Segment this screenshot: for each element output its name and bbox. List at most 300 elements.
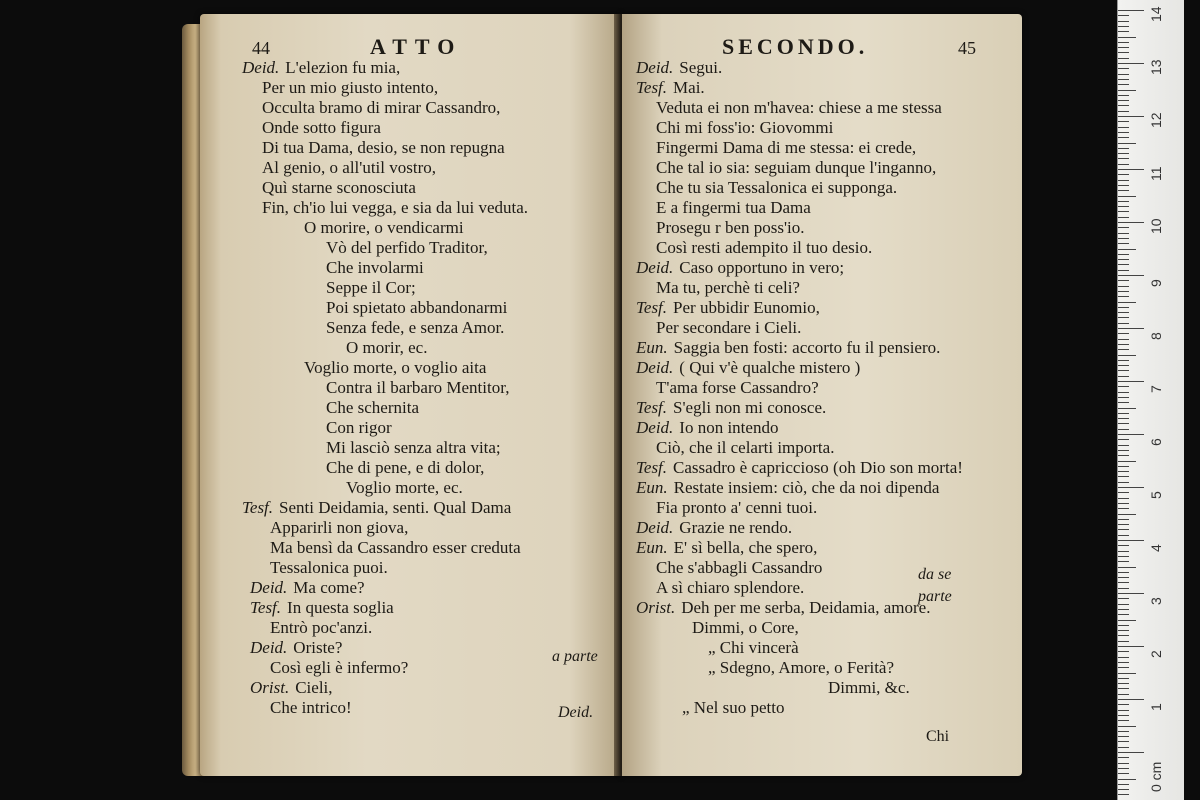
ruler-tick bbox=[1118, 185, 1129, 186]
ruler-number: 10 bbox=[1148, 218, 1164, 234]
right-catchword: Chi bbox=[926, 728, 950, 745]
ruler-tick bbox=[1118, 270, 1129, 271]
verse-text: Ma come? bbox=[293, 578, 365, 597]
verse-text: „ Chi vincerà bbox=[708, 638, 799, 657]
verse-text: Veduta ei non m'havea: chiese a me stessa bbox=[656, 98, 942, 117]
verse-line bbox=[636, 238, 963, 258]
verse-line bbox=[242, 218, 528, 238]
verse-text: Fin, ch'io lui vegga, e sia da lui veduta. bbox=[262, 198, 529, 217]
ruler-tick bbox=[1118, 127, 1129, 128]
ruler-tick bbox=[1118, 726, 1136, 727]
ruler-tick bbox=[1118, 577, 1129, 578]
ruler-tick bbox=[1118, 535, 1129, 536]
verse-line bbox=[636, 178, 963, 198]
ruler-tick bbox=[1118, 84, 1129, 85]
verse-text: Voglio morte, ec. bbox=[346, 478, 463, 497]
verse-text: O morir, ec. bbox=[346, 338, 428, 357]
ruler-tick bbox=[1118, 620, 1136, 621]
verse-text: Entrò poc'anzi. bbox=[270, 618, 373, 637]
verse-line bbox=[242, 398, 528, 418]
ruler-tick bbox=[1118, 10, 1144, 11]
ruler-tick bbox=[1118, 376, 1129, 377]
ruler-tick bbox=[1118, 211, 1129, 212]
speaker-label: Deid. bbox=[636, 258, 674, 277]
verse-text: Tessalonica puoi. bbox=[270, 558, 388, 577]
ruler-tick bbox=[1118, 551, 1129, 552]
verse-text: Cassadro è capriccioso (oh Dio son morta! bbox=[673, 458, 963, 477]
ruler-number: 0 cm bbox=[1148, 761, 1164, 792]
ruler-tick bbox=[1118, 667, 1129, 668]
ruler-tick bbox=[1118, 461, 1136, 462]
ruler-tick bbox=[1118, 773, 1129, 774]
verse-line bbox=[242, 438, 528, 458]
verse-line bbox=[242, 598, 528, 618]
verse-text: „ Nel suo petto bbox=[682, 698, 785, 717]
ruler-number: 9 bbox=[1148, 279, 1164, 287]
ruler-number: 6 bbox=[1148, 438, 1164, 446]
verse-line bbox=[636, 658, 963, 678]
ruler-tick bbox=[1118, 609, 1129, 610]
verse-line bbox=[242, 238, 528, 258]
verse-line bbox=[242, 618, 528, 638]
verse-line bbox=[636, 438, 963, 458]
verse-line bbox=[636, 118, 963, 138]
ruler-tick bbox=[1118, 180, 1129, 181]
verse-line bbox=[242, 98, 528, 118]
left-stage-note: a parte bbox=[552, 648, 598, 665]
verse-text: S'egli non mi conosce. bbox=[673, 398, 827, 417]
ruler-tick bbox=[1118, 243, 1129, 244]
ruler-tick bbox=[1118, 593, 1144, 594]
ruler-tick bbox=[1118, 529, 1129, 530]
ruler-tick bbox=[1118, 604, 1129, 605]
ruler-tick bbox=[1118, 694, 1129, 695]
verse-line bbox=[636, 78, 963, 98]
verse-text: Occulta bramo di mirar Cassandro, bbox=[262, 98, 501, 117]
ruler-tick bbox=[1118, 635, 1129, 636]
ruler-tick bbox=[1118, 657, 1129, 658]
ruler-tick bbox=[1118, 768, 1129, 769]
verse-line bbox=[242, 298, 528, 318]
ruler-tick bbox=[1118, 275, 1144, 276]
verse-line bbox=[242, 498, 528, 518]
verse-line bbox=[242, 118, 528, 138]
ruler-tick bbox=[1118, 52, 1129, 53]
ruler-number: 12 bbox=[1148, 112, 1164, 128]
ruler-tick bbox=[1118, 121, 1129, 122]
ruler-tick bbox=[1118, 79, 1129, 80]
verse-text: E a fingermi tua Dama bbox=[656, 198, 811, 217]
ruler-tick bbox=[1118, 471, 1129, 472]
ruler-tick bbox=[1118, 408, 1136, 409]
ruler-tick bbox=[1118, 567, 1136, 568]
verse-line bbox=[242, 198, 528, 218]
verse-text: „ Sdegno, Amore, o Ferità? bbox=[708, 658, 895, 677]
verse-line bbox=[636, 58, 963, 78]
verse-text: Ma tu, perchè ti celi? bbox=[656, 278, 800, 297]
ruler-tick bbox=[1118, 625, 1129, 626]
verse-text: Per secondare i Cieli. bbox=[656, 318, 802, 337]
ruler-tick bbox=[1118, 598, 1129, 599]
ruler-tick bbox=[1118, 704, 1129, 705]
verse-text: Oriste? bbox=[293, 638, 343, 657]
ruler-tick bbox=[1118, 455, 1129, 456]
verse-line bbox=[242, 538, 528, 558]
ruler-tick bbox=[1118, 222, 1144, 223]
ruler-number: 2 bbox=[1148, 650, 1164, 658]
verse-line bbox=[636, 638, 963, 658]
verse-line bbox=[636, 298, 963, 318]
speaker-label: Deid. bbox=[250, 578, 288, 597]
ruler-tick bbox=[1118, 429, 1129, 430]
verse-line bbox=[242, 78, 528, 98]
verse-text: Che s'abbagli Cassandro bbox=[656, 558, 823, 577]
ruler-tick bbox=[1118, 68, 1129, 69]
ruler-tick bbox=[1118, 392, 1129, 393]
ruler-tick bbox=[1118, 169, 1144, 170]
speaker-label: Eun. bbox=[636, 538, 668, 557]
right-stage-note-2: parte bbox=[918, 588, 952, 605]
ruler-tick bbox=[1118, 720, 1129, 721]
verse-text: Così egli è infermo? bbox=[270, 658, 409, 677]
speaker-label: Tesf. bbox=[636, 458, 668, 477]
ruler-number: 4 bbox=[1148, 544, 1164, 552]
ruler-tick bbox=[1118, 572, 1129, 573]
right-running-head: SECONDO. bbox=[722, 34, 869, 59]
verse-line bbox=[636, 398, 963, 418]
ruler-tick bbox=[1118, 111, 1129, 112]
ruler-tick bbox=[1118, 678, 1129, 679]
ruler-tick bbox=[1118, 74, 1129, 75]
verse-line bbox=[636, 258, 963, 278]
ruler-tick bbox=[1118, 355, 1136, 356]
speaker-label: Deid. bbox=[636, 58, 674, 77]
ruler-tick bbox=[1118, 439, 1129, 440]
right-stage-note-1: da se bbox=[918, 566, 952, 583]
right-page bbox=[622, 14, 1022, 776]
ruler-tick bbox=[1118, 90, 1136, 91]
speaker-label: Tesf. bbox=[636, 298, 668, 317]
ruler-tick bbox=[1118, 736, 1129, 737]
left-text-block bbox=[242, 58, 528, 718]
ruler-tick bbox=[1118, 545, 1129, 546]
ruler-tick bbox=[1118, 95, 1129, 96]
verse-line bbox=[636, 458, 963, 478]
ruler-tick bbox=[1118, 227, 1129, 228]
speaker-label: Tesf. bbox=[636, 78, 668, 97]
ruler-tick bbox=[1118, 280, 1129, 281]
ruler-tick bbox=[1118, 784, 1129, 785]
speaker-label: Orist. bbox=[250, 678, 290, 697]
ruler-tick bbox=[1118, 402, 1129, 403]
speaker-label: Deid. bbox=[636, 518, 674, 537]
verse-text: ( Qui v'è qualche mistero ) bbox=[679, 358, 861, 377]
verse-line bbox=[636, 698, 963, 718]
ruler-number: 1 bbox=[1148, 703, 1164, 711]
ruler-tick bbox=[1118, 201, 1129, 202]
ruler-tick bbox=[1118, 741, 1129, 742]
verse-line bbox=[636, 158, 963, 178]
ruler-tick bbox=[1118, 683, 1129, 684]
verse-text: Fingermi Dama di me stessa: ei crede, bbox=[656, 138, 917, 157]
right-page-number: 45 bbox=[958, 38, 976, 58]
ruler-tick bbox=[1118, 789, 1129, 790]
left-page-number: 44 bbox=[252, 38, 270, 58]
ruler-tick bbox=[1118, 148, 1129, 149]
verse-line bbox=[636, 598, 963, 618]
ruler-tick bbox=[1118, 651, 1129, 652]
ruler-tick bbox=[1118, 434, 1144, 435]
speaker-label: Eun. bbox=[636, 478, 668, 497]
verse-text: Con rigor bbox=[326, 418, 392, 437]
ruler-tick bbox=[1118, 508, 1129, 509]
verse-line bbox=[636, 358, 963, 378]
verse-text: Segui. bbox=[679, 58, 723, 77]
ruler-tick bbox=[1118, 158, 1129, 159]
ruler-number: 5 bbox=[1148, 491, 1164, 499]
ruler-tick bbox=[1118, 445, 1129, 446]
ruler-tick bbox=[1118, 132, 1129, 133]
ruler-tick bbox=[1118, 418, 1129, 419]
verse-text: Così resti adempito il tuo desio. bbox=[656, 238, 873, 257]
ruler-tick bbox=[1118, 397, 1129, 398]
ruler-tick bbox=[1118, 302, 1136, 303]
ruler-tick bbox=[1118, 63, 1144, 64]
speaker-label: Tesf. bbox=[250, 598, 282, 617]
verse-text: Onde sotto figura bbox=[262, 118, 381, 137]
speaker-label: Tesf. bbox=[242, 498, 274, 517]
right-text-block bbox=[636, 58, 963, 718]
verse-line bbox=[636, 318, 963, 338]
verse-text: Caso opportuno in vero; bbox=[679, 258, 845, 277]
verse-line bbox=[242, 558, 528, 578]
verse-line bbox=[242, 58, 528, 78]
verse-line bbox=[242, 258, 528, 278]
verse-text: Di tua Dama, desio, se non repugna bbox=[262, 138, 505, 157]
ruler-tick bbox=[1118, 206, 1129, 207]
verse-line bbox=[636, 498, 963, 518]
verse-line bbox=[242, 578, 528, 598]
speaker-label: Orist. bbox=[636, 598, 676, 617]
ruler-tick bbox=[1118, 317, 1129, 318]
verse-line bbox=[636, 578, 963, 598]
ruler-tick bbox=[1118, 296, 1129, 297]
ruler-tick bbox=[1118, 519, 1129, 520]
ruler-tick bbox=[1118, 386, 1129, 387]
verse-text: Che tu sia Tessalonica ei supponga. bbox=[656, 178, 898, 197]
ruler-tick bbox=[1118, 328, 1144, 329]
ruler-tick bbox=[1118, 190, 1129, 191]
verse-text: Ma bensì da Cassandro esser creduta bbox=[270, 538, 521, 557]
verse-text: Prosegu r ben poss'io. bbox=[656, 218, 805, 237]
ruler-tick bbox=[1118, 143, 1136, 144]
ruler-number: 7 bbox=[1148, 385, 1164, 393]
verse-text: Senza fede, e senza Amor. bbox=[326, 318, 505, 337]
verse-text: Ciò, che il celarti importa. bbox=[656, 438, 835, 457]
ruler-number: 13 bbox=[1148, 59, 1164, 75]
verse-line bbox=[636, 98, 963, 118]
ruler-tick bbox=[1118, 646, 1144, 647]
ruler-tick bbox=[1118, 779, 1136, 780]
speaker-label: Tesf. bbox=[636, 398, 668, 417]
ruler-tick bbox=[1118, 47, 1129, 48]
verse-line bbox=[242, 318, 528, 338]
ruler-tick bbox=[1118, 323, 1129, 324]
left-page bbox=[200, 14, 620, 776]
verse-line bbox=[242, 458, 528, 478]
verse-text: Per un mio giusto intento, bbox=[262, 78, 439, 97]
ruler-tick bbox=[1118, 752, 1144, 753]
ruler-tick bbox=[1118, 116, 1144, 117]
ruler-tick bbox=[1118, 688, 1129, 689]
ruler-tick bbox=[1118, 196, 1136, 197]
ruler-tick bbox=[1118, 423, 1129, 424]
verse-text: Saggia ben fosti: accorto fu il pensiero. bbox=[673, 338, 941, 357]
verse-line bbox=[636, 558, 963, 578]
ruler-tick bbox=[1118, 344, 1129, 345]
verse-line bbox=[636, 678, 963, 698]
verse-line bbox=[242, 358, 528, 378]
open-book bbox=[182, 14, 1032, 786]
ruler-tick bbox=[1118, 641, 1129, 642]
verse-text: Mi lasciò senza altra vita; bbox=[326, 438, 501, 457]
ruler-tick bbox=[1118, 286, 1129, 287]
ruler-tick bbox=[1118, 794, 1129, 795]
ruler-tick bbox=[1118, 21, 1129, 22]
ruler-tick bbox=[1118, 100, 1129, 101]
ruler-tick bbox=[1118, 503, 1129, 504]
speaker-label: Deid. bbox=[636, 358, 674, 377]
verse-line bbox=[242, 638, 528, 658]
ruler-tick bbox=[1118, 370, 1129, 371]
verse-line bbox=[636, 338, 963, 358]
verse-text: O morire, o vendicarmi bbox=[304, 218, 464, 237]
ruler-tick bbox=[1118, 556, 1129, 557]
ruler-tick bbox=[1118, 153, 1129, 154]
verse-line bbox=[242, 678, 528, 698]
ruler-tick bbox=[1118, 26, 1129, 27]
verse-line bbox=[636, 198, 963, 218]
speaker-label: Deid. bbox=[250, 638, 288, 657]
ruler-tick bbox=[1118, 105, 1129, 106]
verse-text: Per ubbidir Eunomio, bbox=[673, 298, 820, 317]
verse-line bbox=[242, 338, 528, 358]
ruler-tick bbox=[1118, 31, 1129, 32]
ruler-tick bbox=[1118, 307, 1129, 308]
verse-text: Seppe il Cor; bbox=[326, 278, 416, 297]
ruler-tick bbox=[1118, 381, 1144, 382]
ruler-tick bbox=[1118, 561, 1129, 562]
verse-text: Dimmi, &c. bbox=[828, 678, 910, 697]
verse-text: Contra il barbaro Mentitor, bbox=[326, 378, 510, 397]
ruler-number: 14 bbox=[1148, 6, 1164, 22]
speaker-label: Eun. bbox=[636, 338, 668, 357]
verse-text: Che di pene, e di dolor, bbox=[326, 458, 485, 477]
ruler-tick bbox=[1118, 174, 1129, 175]
verse-line bbox=[242, 178, 528, 198]
verse-line bbox=[242, 418, 528, 438]
verse-line bbox=[242, 158, 528, 178]
ruler-tick bbox=[1118, 291, 1129, 292]
verse-line bbox=[242, 378, 528, 398]
verse-line bbox=[242, 278, 528, 298]
verse-text: Apparirli non giova, bbox=[270, 518, 409, 537]
ruler-tick bbox=[1118, 524, 1129, 525]
verse-text: Dimmi, o Core, bbox=[692, 618, 799, 637]
verse-text: Io non intendo bbox=[679, 418, 779, 437]
verse-line bbox=[242, 138, 528, 158]
ruler-number: 11 bbox=[1148, 166, 1164, 181]
verse-text: In questa soglia bbox=[287, 598, 394, 617]
ruler-tick bbox=[1118, 699, 1144, 700]
verse-line bbox=[242, 698, 528, 718]
ruler-tick bbox=[1118, 715, 1129, 716]
verse-line bbox=[636, 518, 963, 538]
verse-text: Grazie ne rendo. bbox=[679, 518, 793, 537]
ruler-tick bbox=[1118, 164, 1129, 165]
ruler-tick bbox=[1118, 58, 1129, 59]
ruler-tick bbox=[1118, 254, 1129, 255]
ruler-tick bbox=[1118, 217, 1129, 218]
ruler-tick bbox=[1118, 492, 1129, 493]
ruler-tick bbox=[1118, 630, 1129, 631]
ruler-tick bbox=[1118, 482, 1129, 483]
verse-line bbox=[636, 418, 963, 438]
verse-text: A sì chiaro splendore. bbox=[656, 578, 805, 597]
verse-text: Cieli, bbox=[295, 678, 333, 697]
ruler-tick bbox=[1118, 588, 1129, 589]
ruler-tick bbox=[1118, 238, 1129, 239]
verse-text: Senti Deidamia, senti. Qual Dama bbox=[279, 498, 512, 517]
verse-text: Voglio morte, o voglio aita bbox=[304, 358, 487, 377]
measurement-ruler bbox=[1117, 0, 1184, 800]
ruler-tick bbox=[1118, 466, 1129, 467]
ruler-tick bbox=[1118, 731, 1129, 732]
verse-text: Chi mi foss'io: Giovommi bbox=[656, 118, 834, 137]
ruler-tick bbox=[1118, 349, 1129, 350]
ruler-tick bbox=[1118, 259, 1129, 260]
ruler-tick bbox=[1118, 264, 1129, 265]
ruler-tick bbox=[1118, 763, 1129, 764]
verse-line bbox=[242, 518, 528, 538]
ruler-tick bbox=[1118, 582, 1129, 583]
ruler-tick bbox=[1118, 37, 1136, 38]
ruler-tick bbox=[1118, 614, 1129, 615]
verse-text: Quì starne sconosciuta bbox=[262, 178, 416, 197]
ruler-tick bbox=[1118, 673, 1136, 674]
ruler-tick bbox=[1118, 757, 1129, 758]
verse-line bbox=[636, 538, 963, 558]
ruler-tick bbox=[1118, 333, 1129, 334]
ruler-tick bbox=[1118, 487, 1144, 488]
ruler-tick bbox=[1118, 498, 1129, 499]
ruler-tick bbox=[1118, 540, 1144, 541]
verse-line bbox=[636, 278, 963, 298]
verse-text: Deh per me serba, Deidamia, amore. bbox=[681, 598, 931, 617]
ruler-tick bbox=[1118, 514, 1136, 515]
ruler-tick bbox=[1118, 339, 1129, 340]
verse-text: Restate insiem: ciò, che da noi dipenda bbox=[673, 478, 940, 497]
speaker-label: Deid. bbox=[636, 418, 674, 437]
ruler-tick bbox=[1118, 710, 1129, 711]
verse-line bbox=[636, 618, 963, 638]
ruler-tick bbox=[1118, 365, 1129, 366]
verse-line bbox=[242, 478, 528, 498]
ruler-tick bbox=[1118, 662, 1129, 663]
verse-text: Che intrico! bbox=[270, 698, 352, 717]
verse-text: E' sì bella, che spero, bbox=[673, 538, 818, 557]
ruler-tick bbox=[1118, 233, 1129, 234]
